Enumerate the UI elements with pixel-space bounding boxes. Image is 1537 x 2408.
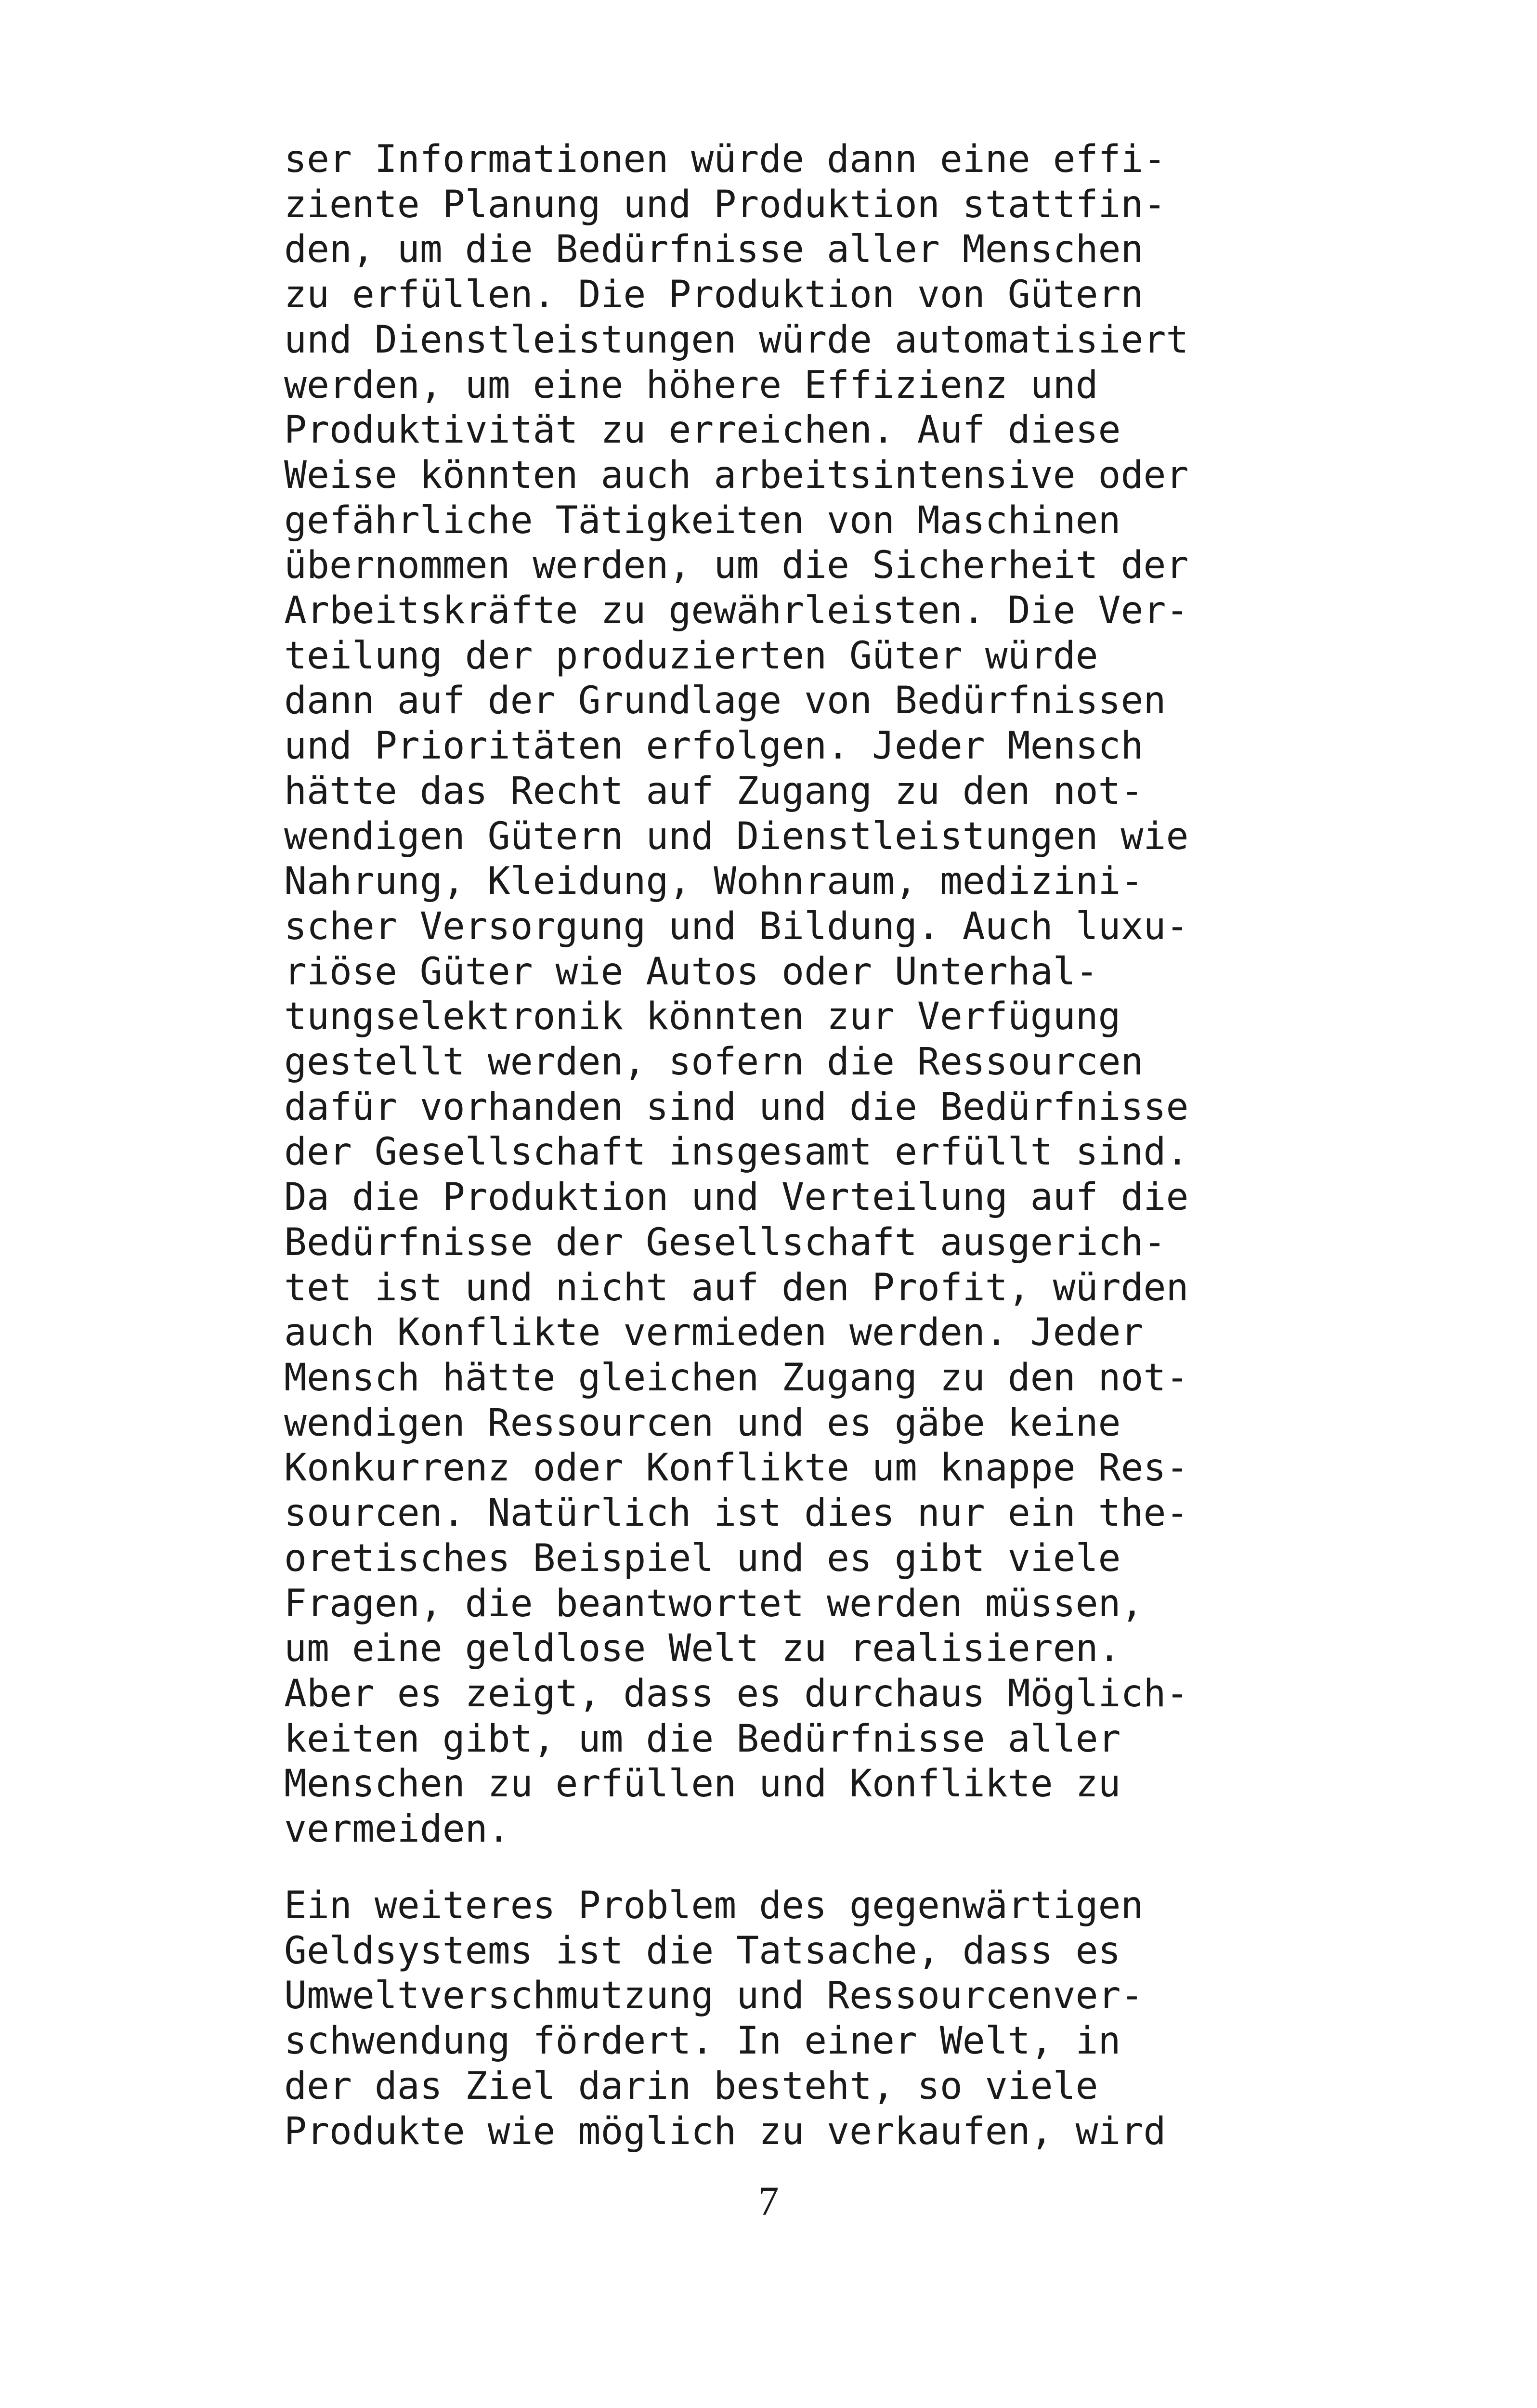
text-line: Weise könnten auch arbeitsintensive oder <box>284 453 1189 497</box>
text-line: Geldsystems ist die Tatsache, dass es <box>284 1929 1121 1973</box>
text-line: oretisches Beispiel und es gibt viele <box>284 1536 1121 1580</box>
text-line: Produkte wie möglich zu verkaufen, wird <box>284 2109 1166 2153</box>
text-line: Menschen zu erfüllen und Konflikte zu <box>284 1762 1121 1806</box>
text-line: wendigen Gütern und Dienstleistungen wie <box>284 814 1189 858</box>
text-line: ziente Planung und Produktion stattfin- <box>284 183 1166 226</box>
text-line: scher Versorgung und Bildung. Auch luxu- <box>284 904 1189 948</box>
text-line: Arbeitskräfte zu gewährleisten. Die Ver- <box>284 589 1189 633</box>
text-line: teilung der produzierten Güter würde <box>284 634 1098 678</box>
text-line: Umweltverschmutzung und Ressourcenver- <box>284 1974 1144 2018</box>
text-line: riöse Güter wie Autos oder Unterhal- <box>284 950 1098 994</box>
text-line: gestellt werden, sofern die Ressourcen <box>284 1040 1144 1084</box>
text-line: den, um die Bedürfnisse aller Menschen <box>284 228 1144 272</box>
text-line: gefährliche Tätigkeiten von Maschinen <box>284 498 1121 542</box>
text-line: Produktivität zu erreichen. Auf diese <box>284 408 1121 452</box>
text-line: auch Konflikte vermieden werden. Jeder <box>284 1311 1144 1355</box>
text-line: Fragen, die beantwortet werden müssen, <box>284 1582 1144 1625</box>
text-line: dann auf der Grundlage von Bedürfnissen <box>284 679 1166 723</box>
text-line: Ein weiteres Problem des gegenwärtigen <box>284 1884 1144 1927</box>
body-paragraph-2 <box>284 1884 1295 2154</box>
text-line: ser Informationen würde dann eine effi- <box>284 138 1166 181</box>
text-line: schwendung fördert. In einer Welt, in <box>284 2019 1121 2063</box>
text-line: Nahrung, Kleidung, Wohnraum, medizini- <box>284 860 1144 903</box>
text-line: zu erfüllen. Die Produktion von Gütern <box>284 273 1144 317</box>
text-line: und Prioritäten erfolgen. Jeder Mensch <box>284 724 1144 768</box>
text-line: vermeiden. <box>284 1807 510 1851</box>
text-line: werden, um eine höhere Effizienz und <box>284 363 1098 407</box>
text-line: tungselektronik könnten zur Verfügung <box>284 995 1121 1039</box>
text-line: wendigen Ressourcen und es gäbe keine <box>284 1401 1121 1445</box>
text-line: Da die Produktion und Verteilung auf die <box>284 1176 1189 1219</box>
text-line: sourcen. Natürlich ist dies nur ein the- <box>284 1492 1189 1535</box>
text-line: hätte das Recht auf Zugang zu den not- <box>284 769 1144 813</box>
text-line: dafür vorhanden sind und die Bedürfnisse <box>284 1085 1189 1129</box>
page-number: 7 <box>758 2178 779 2224</box>
text-line: Konkurrenz oder Konflikte um knappe Res- <box>284 1446 1189 1490</box>
text-line: Bedürfnisse der Gesellschaft ausgerich- <box>284 1220 1166 1264</box>
text-line: der das Ziel darin besteht, so viele <box>284 2064 1098 2108</box>
text-line: tet ist und nicht auf den Profit, würden <box>284 1266 1189 1309</box>
text-line: um eine geldlose Welt zu realisieren. <box>284 1627 1121 1671</box>
text-line: und Dienstleistungen würde automatisiert <box>284 318 1189 362</box>
text-line: übernommen werden, um die Sicherheit der <box>284 544 1189 588</box>
body-paragraph-1 <box>284 137 1295 1852</box>
text-line: Mensch hätte gleichen Zugang zu den not- <box>284 1356 1189 1400</box>
text-line: keiten gibt, um die Bedürfnisse aller <box>284 1717 1121 1761</box>
text-line: Aber es zeigt, dass es durchaus Möglich- <box>284 1672 1189 1715</box>
text-line: der Gesellschaft insgesamt erfüllt sind. <box>284 1130 1189 1174</box>
